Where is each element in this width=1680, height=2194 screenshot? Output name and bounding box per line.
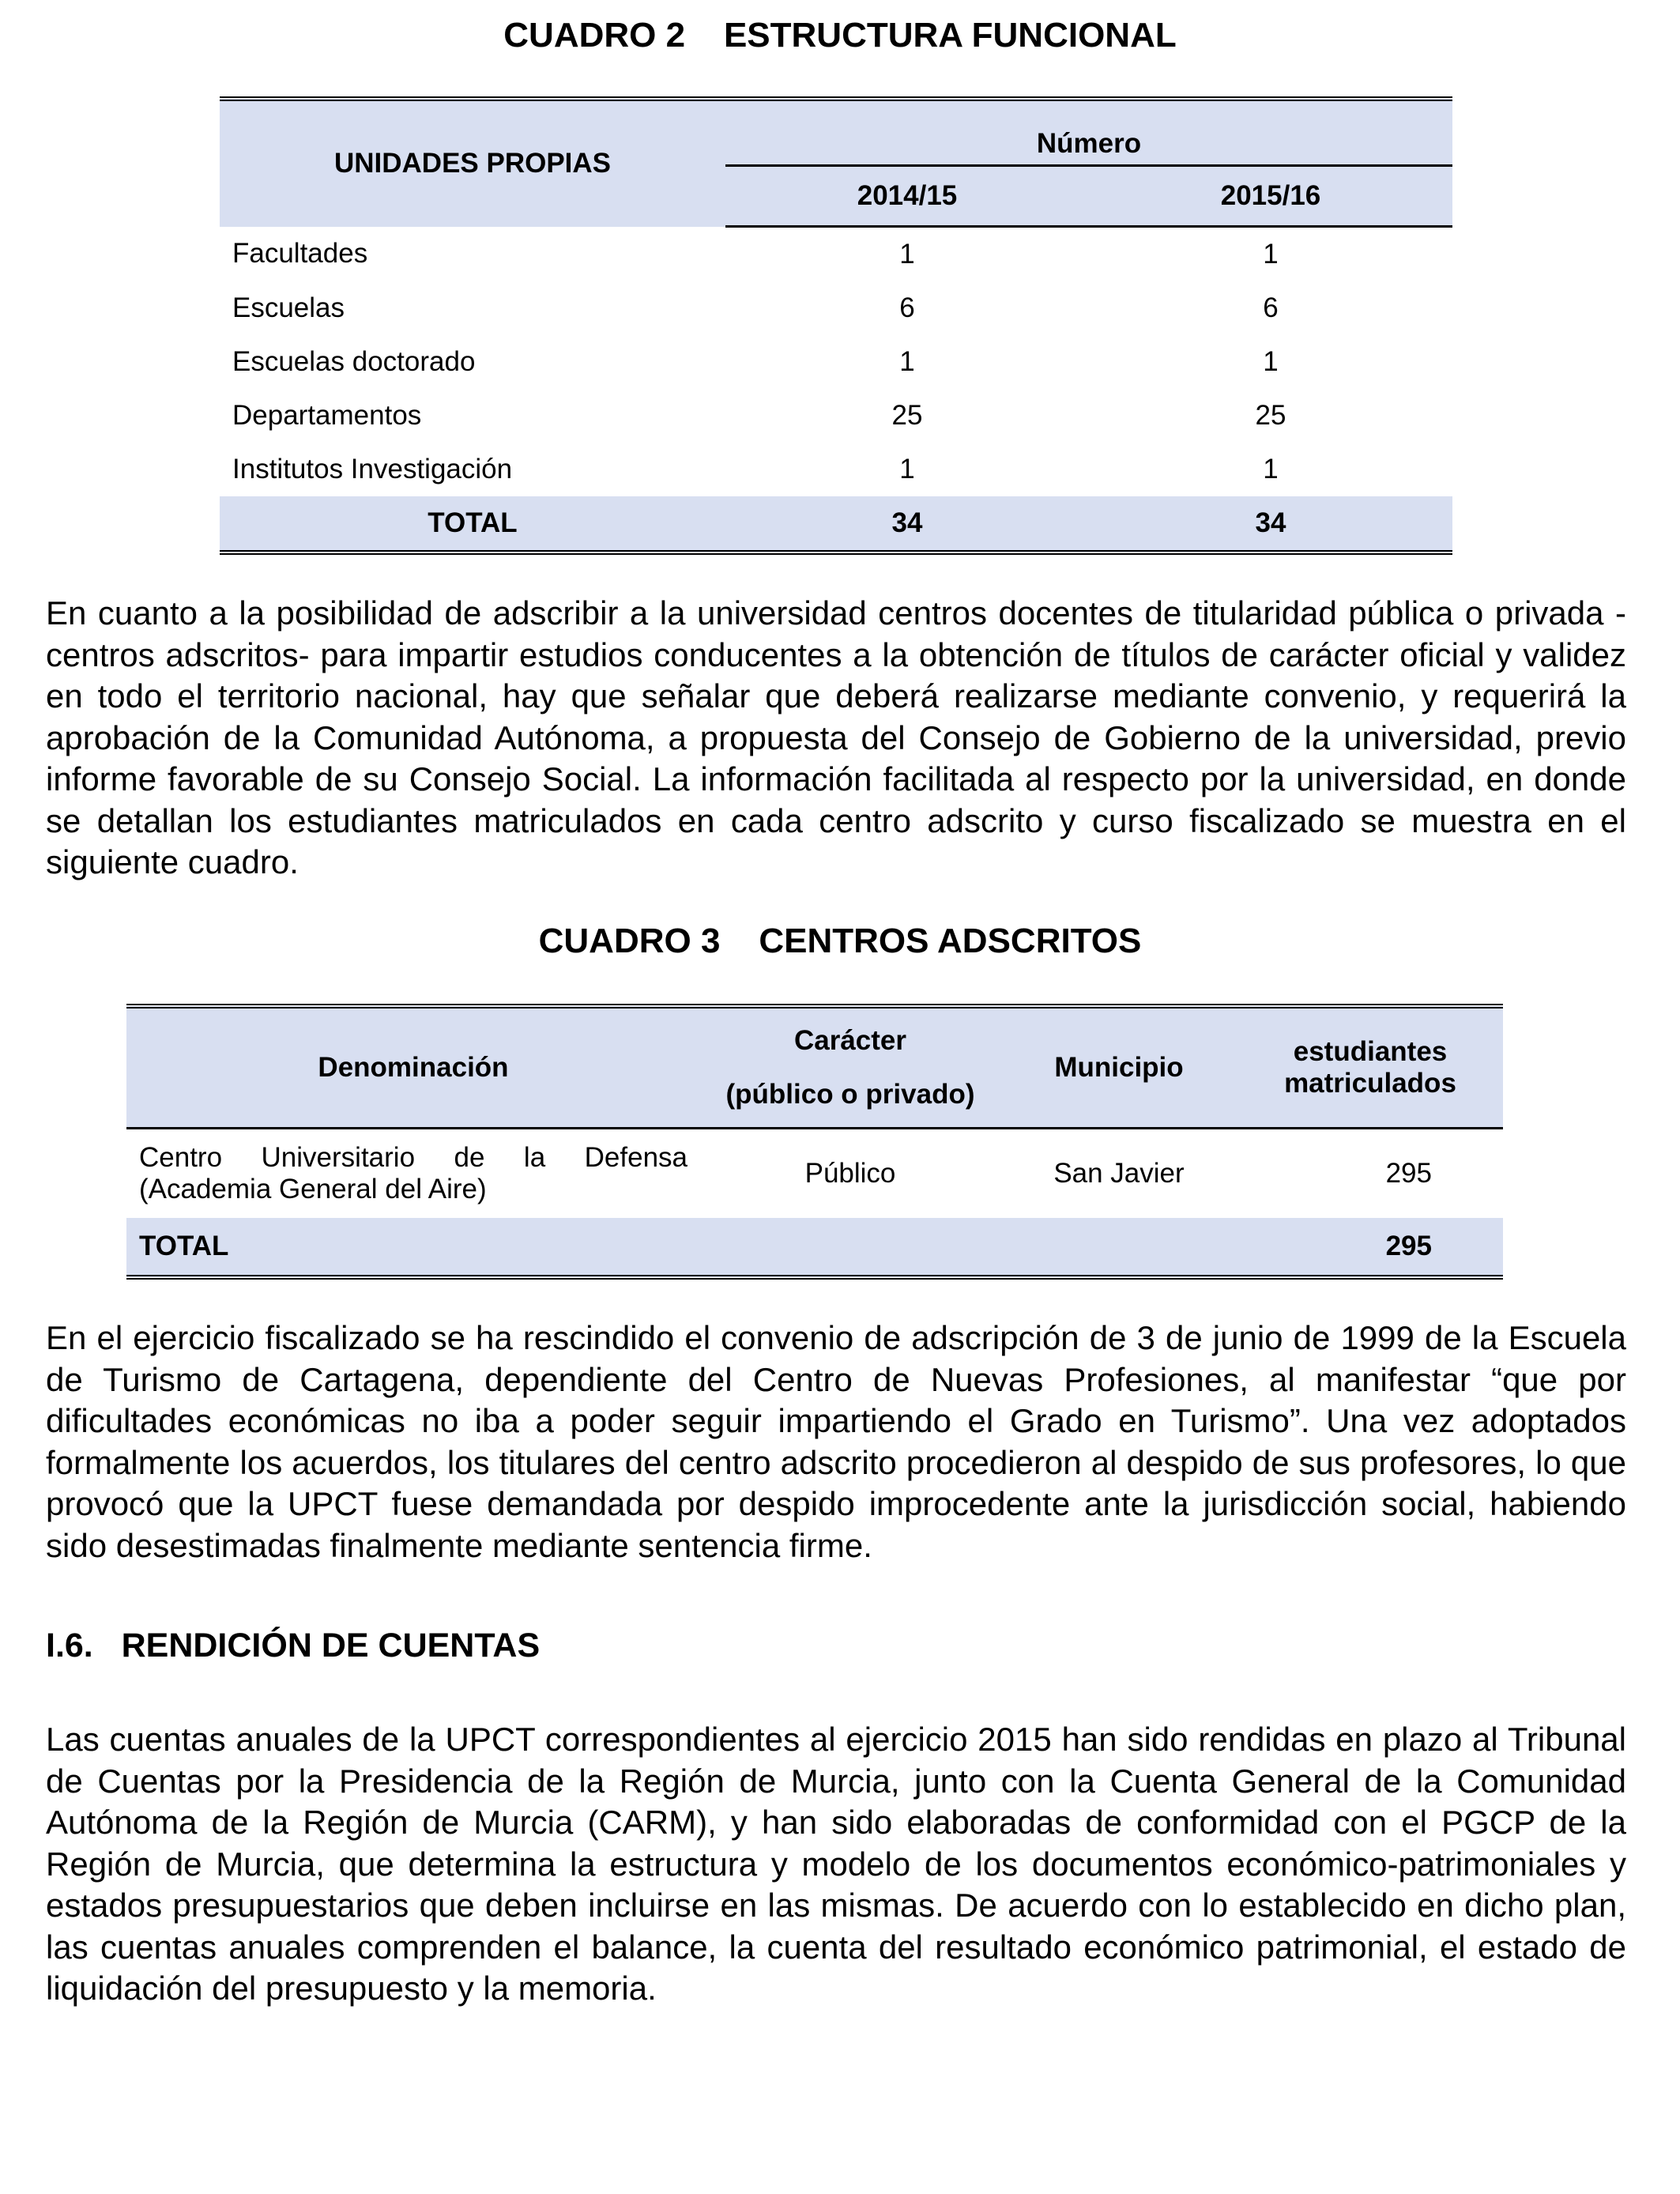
total-row <box>220 496 1452 552</box>
total-empty-cell <box>1000 1218 1237 1277</box>
functional-structure-table <box>220 96 1452 555</box>
header-number: Número <box>725 99 1452 166</box>
row-value-2015: 1 <box>1263 454 1279 484</box>
row-label: Escuelas <box>232 292 345 323</box>
total-label: TOTAL <box>220 496 725 552</box>
row-value-2015: 1 <box>1263 346 1279 377</box>
header-year-2014: 2014/15 <box>725 166 1089 227</box>
row-label: Institutos Investigación <box>232 454 513 484</box>
row-label: Departamentos <box>232 400 422 431</box>
center-character: Público <box>804 1158 896 1189</box>
center-name <box>126 1129 700 1219</box>
table-row <box>220 227 1452 282</box>
row-label: Facultades <box>232 238 368 270</box>
header-character <box>700 1006 1000 1129</box>
row-value-2014: 25 <box>891 400 923 431</box>
affiliated-centers-table <box>126 1004 1503 1280</box>
row-value-2015: 1 <box>1263 239 1279 270</box>
table-row <box>220 389 1452 443</box>
header-municipality: Municipio <box>1000 1006 1237 1129</box>
header-name: Denominación <box>126 1006 700 1129</box>
center-name-line1: Centro Universitario de la Defensa <box>139 1142 687 1173</box>
header-students-line1: estudiantes <box>1293 1036 1448 1067</box>
header-character-line1: Carácter <box>793 1025 907 1056</box>
paragraph-adscritos: En cuanto a la posibilidad de adscribir a la universidad centros docentes de titularidad pública o privada -centros adscritos- para impartir estudios conducentes a la obtención de títulos de carácter oficial y validez en todo el territorio nacional, hay que señalar que deberá realizarse mediante convenio, y requerirá la aprobación de la Comunidad Autónoma, a propuesta del Consejo de Gobierno de la universidad, previo informe favorable de su Consejo Social. La información facilitada al respecto por la universidad, en donde se detallan los estudiantes matriculados en cada centro adscrito y curso fiscalizado se muestra en el siguiente cuadro. <box>46 594 1626 880</box>
total-value-2015: 34 <box>1089 496 1452 552</box>
paragraph-cuentas: Las cuentas anuales de la UPCT correspondientes al ejercicio 2015 han sido rendidas en plazo al Tribunal de Cuentas por la Presidencia de la Región de Murcia, junto con la Cuenta General de la Comunidad Autónoma de la Región de Murcia (CARM), y han sido elaboradas de conformidad con el PGCP de la Región de Murcia, que determina la estructura y modelo de los documentos económico-patrimoniales y estados presupuestarios que deben incluirse en las mismas. De acuerdo con lo establecido en dicho plan, las cuentas anuales comprenden el balance, la cuenta del resultado económico patrimonial, el estado de liquidación del presupuesto y la memoria. <box>46 1721 1626 2007</box>
header-units: UNIDADES PROPIAS <box>220 99 725 227</box>
header-year-2015: 2015/16 <box>1089 166 1452 227</box>
paragraph-convenio: En el ejercicio fiscalizado se ha rescindido el convenio de adscripción de 3 de junio de 1999 de la Escuela de Turismo de Cartagena, dependiente del Centro de Nuevas Profesiones, al manifestar “que por dificultades económicas no iba a poder seguir impartiendo el Grado en Turismo”. Una vez adoptados formalmente los acuerdos, los titulares del centro adscrito procedieron al despido de sus profesores, lo que provocó que la UPCT fuese demandada por despido improcedente ante la jurisdicción social, habiendo sido desestimadas finalmente mediante sentencia firme. <box>46 1319 1626 1564</box>
total-value-2014: 34 <box>725 496 1089 552</box>
row-value-2014: 1 <box>899 239 915 270</box>
row-value-2014: 6 <box>899 292 915 323</box>
table-row <box>220 281 1452 335</box>
header-students <box>1237 1006 1503 1129</box>
total-students: 295 <box>1237 1218 1503 1277</box>
row-value-2014: 1 <box>899 454 915 484</box>
header-character-line2: (público o privado) <box>725 1079 975 1110</box>
table1-caption: CUADRO 2 ESTRUCTURA FUNCIONAL <box>503 16 1177 55</box>
section-heading: I.6. RENDICIÓN DE CUENTAS <box>46 1627 541 1664</box>
total-empty-cell <box>700 1218 1000 1277</box>
table-row <box>220 335 1452 389</box>
row-value-2015: 25 <box>1255 400 1286 431</box>
row-label: Escuelas doctorado <box>232 346 476 377</box>
center-students: 295 <box>1385 1158 1432 1189</box>
table2-caption: CUADRO 3 CENTROS ADSCRITOS <box>538 922 1142 960</box>
total-row <box>126 1218 1503 1277</box>
row-value-2015: 6 <box>1263 292 1279 323</box>
center-name-line2: (Academia General del Aire) <box>139 1174 487 1204</box>
center-municipality: San Javier <box>1053 1158 1185 1189</box>
total-label: TOTAL <box>126 1218 700 1277</box>
row-value-2014: 1 <box>899 346 915 377</box>
table-row <box>220 443 1452 496</box>
header-students-line2: matriculados <box>1284 1068 1456 1099</box>
table-row <box>126 1129 1503 1219</box>
